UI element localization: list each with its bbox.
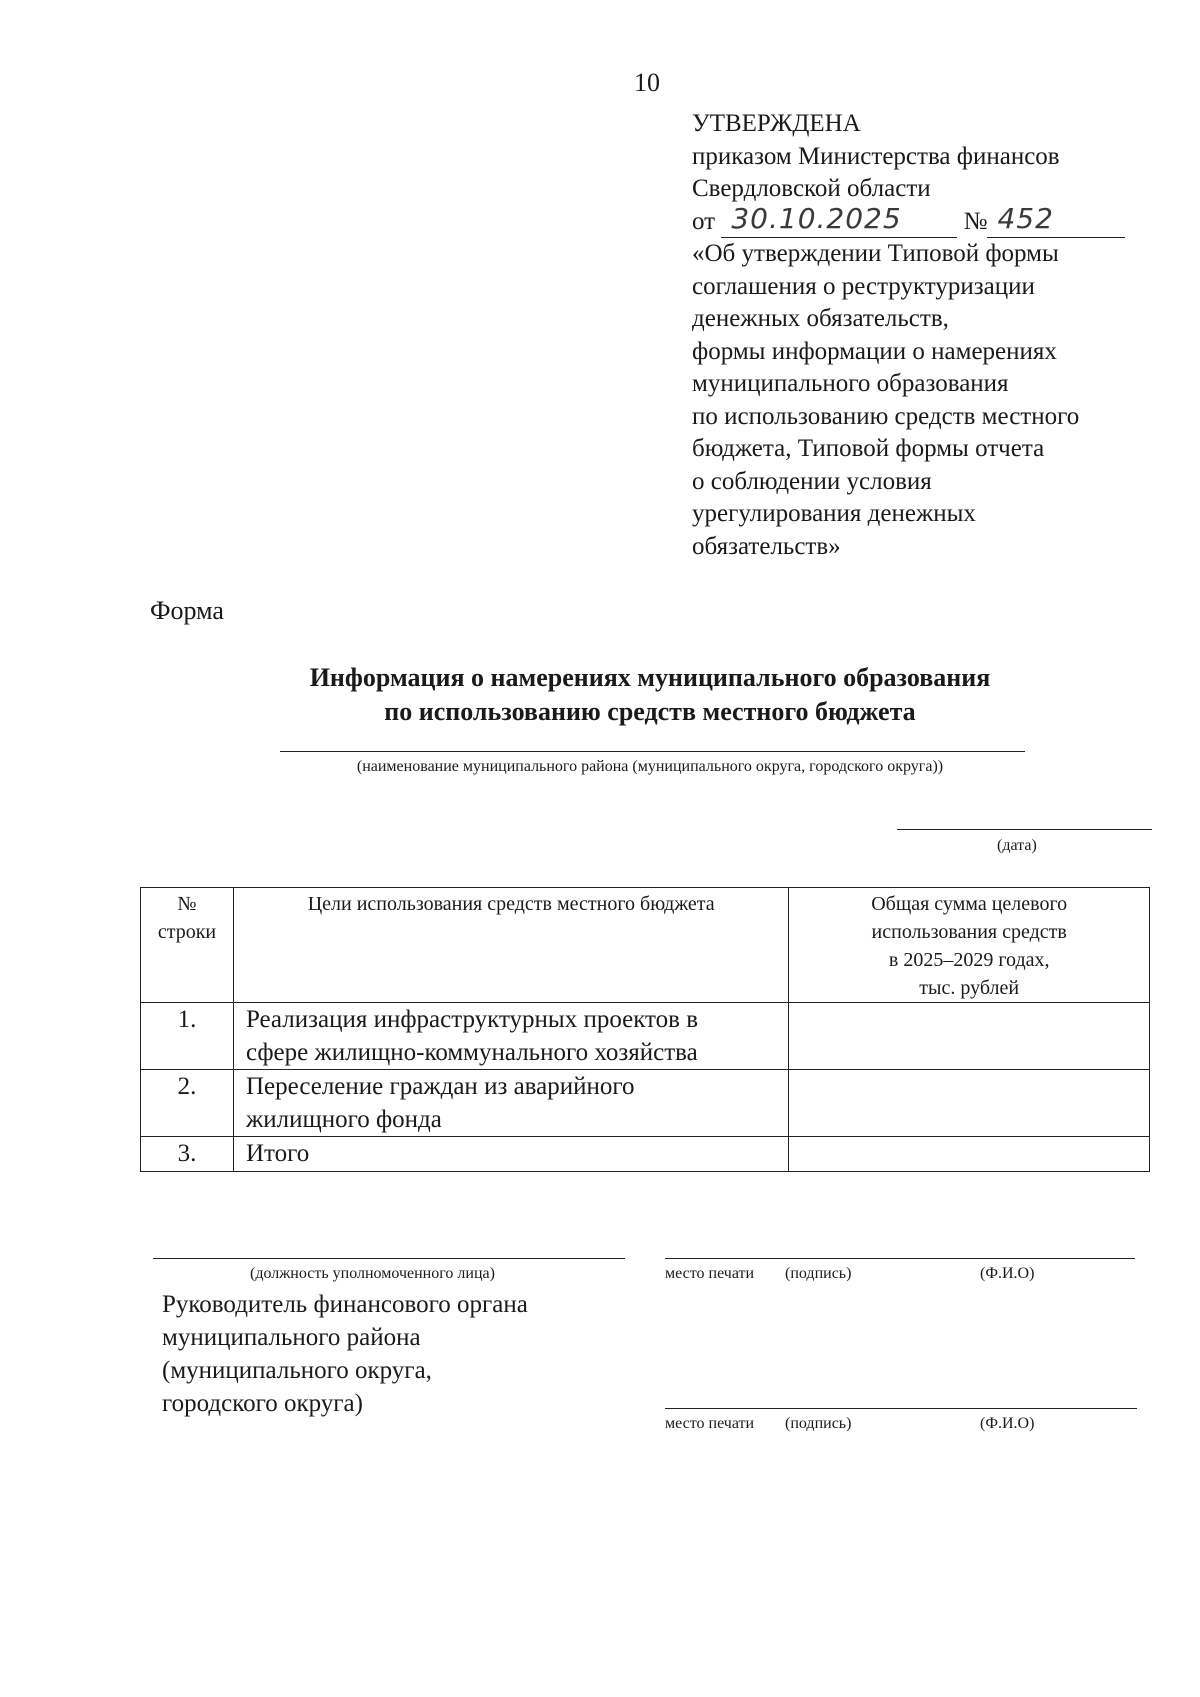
signature-caption: (подпись) (785, 1415, 852, 1432)
signature-caption: (подпись) (785, 1265, 852, 1282)
approval-title-line: муниципального образования (692, 370, 1009, 397)
approval-title-line: соглашения о реструктуризации (692, 272, 1035, 300)
table-header-row (141, 888, 1150, 1003)
goals-table (140, 887, 1150, 1172)
position-line (153, 1258, 625, 1259)
fio-caption: (Ф.И.О) (980, 1265, 1035, 1282)
seal-caption: место печати (665, 1265, 755, 1282)
approval-date-number-line (692, 201, 1172, 239)
approval-title-line: формы информации о намерениях (692, 337, 1057, 365)
signature-line-2[interactable] (665, 1408, 1137, 1409)
row-amount[interactable] (789, 1070, 1150, 1137)
approval-title-line: денежных обязательств, (692, 305, 949, 332)
handwritten-number: 452 (997, 201, 1054, 235)
fio-caption: (Ф.И.О) (980, 1415, 1035, 1432)
table-row (141, 1070, 1150, 1137)
municipality-name-line (280, 751, 1025, 752)
form-label: Форма (150, 596, 224, 625)
row-goal: Переселение граждан из аварийного жилищного фонда (233, 1070, 788, 1137)
approval-order-line: приказом Министерства финансов (692, 142, 1060, 170)
row-number: 3. (141, 1137, 234, 1172)
row-number: 1. (141, 1003, 234, 1070)
date-line (897, 829, 1152, 830)
approval-title-line: по использованию средств местного (692, 402, 1080, 430)
approval-heading: УТВЕРЖДЕНА (692, 110, 861, 137)
handwritten-date: 30.10.2025 (731, 201, 902, 235)
signer-title: Руководитель финансового органа муниципального района (муниципального округа, городского округа) (162, 1291, 528, 1417)
number-prefix: № (963, 207, 988, 235)
header-row-number: № строки (141, 888, 234, 1003)
approval-title-line: о соблюдении условия (692, 467, 932, 495)
position-caption: (должность уполномоченного лица) (250, 1265, 495, 1282)
row-goal: Реализация инфраструктурных проектов в сфере жилищно-коммунального хозяйства (233, 1003, 788, 1070)
municipality-caption: (наименование муниципального района (муниципального округа, городского округа)) (356, 758, 944, 775)
row-goal: Итого (233, 1137, 788, 1172)
seal-caption: место печати (665, 1415, 755, 1432)
approval-region-line: Свердловской области (692, 175, 931, 202)
row-number: 2. (141, 1070, 234, 1137)
table-row (141, 1003, 1150, 1070)
row-amount[interactable] (789, 1003, 1150, 1070)
signature-line-1[interactable] (665, 1258, 1135, 1259)
header-goal: Цели использования средств местного бюджета (233, 888, 788, 1003)
approval-title-line: обязательств» (692, 532, 841, 560)
document-title-line1: Информация о намерениях муниципального образования (309, 663, 991, 692)
number-field (987, 201, 1125, 238)
approval-title-line: бюджета, Типовой формы отчета (692, 435, 1045, 462)
approval-block (692, 108, 1172, 563)
date-field (721, 201, 957, 238)
table-row (141, 1137, 1150, 1172)
date-prefix: от (692, 207, 716, 235)
row-amount[interactable] (789, 1137, 1150, 1172)
page-number: 10 (634, 68, 660, 97)
header-amount: Общая сумма целевого использования средств в 2025–2029 годах, тыс. рублей (789, 888, 1150, 1003)
date-caption: (дата) (997, 837, 1037, 854)
document-title-line2: по использованию средств местного бюджета (384, 697, 916, 726)
approval-title-line: урегулирования денежных (692, 500, 976, 527)
approval-title-line: «Об утверждении Типовой формы (692, 240, 1059, 267)
